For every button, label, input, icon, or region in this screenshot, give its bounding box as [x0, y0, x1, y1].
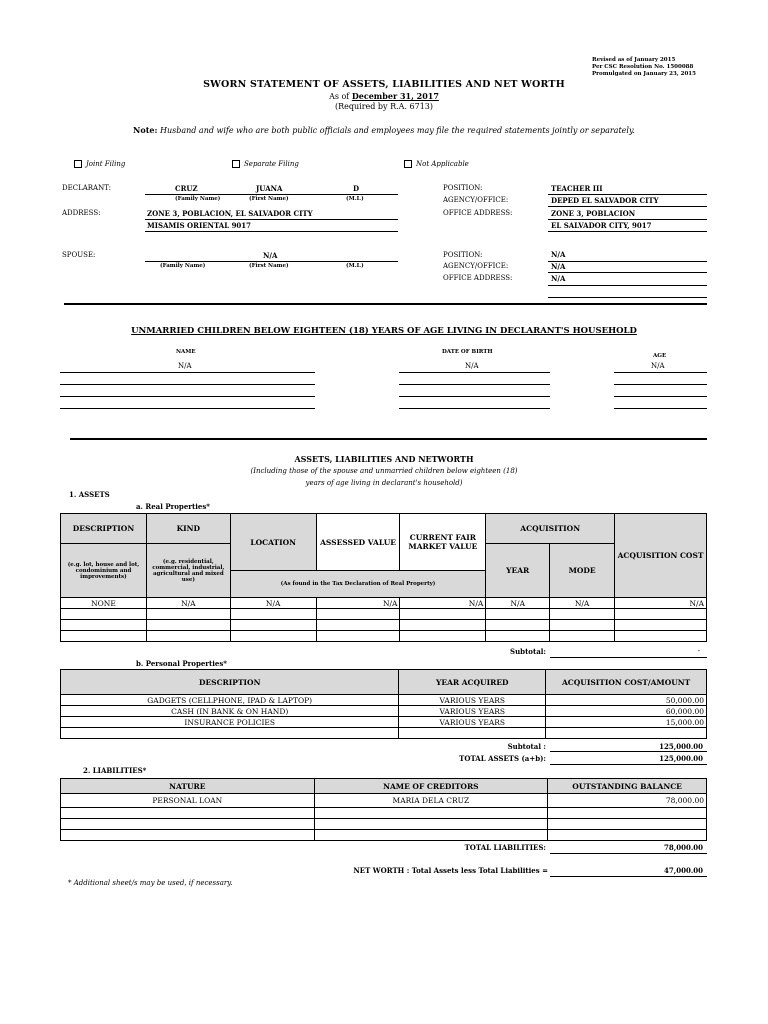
revision-line-3: Promulgated on January 23, 2015 — [592, 71, 696, 77]
header-year: YEAR — [486, 544, 550, 598]
header-mode: MODE — [550, 544, 615, 598]
spouse-office-rule-1 — [548, 285, 707, 286]
revision-line-1: Revised as of January 2015 — [592, 57, 676, 63]
real-cell-location: N/A — [230, 598, 316, 609]
total-assets-rule — [550, 764, 707, 765]
header-location: LOCATION — [230, 514, 316, 571]
child-age: N/A — [651, 362, 665, 370]
liabilities-table — [60, 778, 707, 841]
address-line-2-rule — [145, 231, 398, 232]
header-assessed-value: ASSESSED VALUE — [316, 514, 400, 571]
child-row-line — [614, 408, 707, 409]
assets-label: 1. ASSETS — [69, 490, 110, 499]
liability-cell-nature: PERSONAL LOAN — [61, 794, 315, 808]
real-cell-kind: N/A — [146, 598, 230, 609]
declarant-name-line — [145, 194, 398, 195]
total-liabilities-rule — [550, 853, 707, 854]
address-line-1-rule — [145, 219, 398, 220]
address-line-2: MISAMIS ORIENTAL 9017 — [147, 221, 252, 230]
children-age-header: AGE — [653, 353, 667, 359]
personal-properties-table — [60, 669, 707, 739]
office-address-rule-1 — [548, 219, 707, 220]
office-address-rule-2 — [548, 231, 707, 232]
spouse-office-rule-2 — [548, 297, 707, 298]
position-value: TEACHER III — [551, 184, 603, 193]
total-liabilities-value: 78,000.00 — [664, 843, 703, 852]
child-row-line — [60, 384, 315, 385]
declarant-first-name: JUANA — [256, 184, 283, 193]
real-cell-description: NONE — [61, 598, 147, 609]
agency-rule — [548, 206, 707, 207]
net-worth-rule — [550, 876, 707, 877]
checkbox-icon[interactable] — [232, 160, 240, 168]
agency-value: DEPED EL SALVADOR CITY — [551, 196, 659, 205]
spouse-office-address-label: OFFICE ADDRESS: — [443, 274, 513, 282]
child-row-line — [614, 384, 707, 385]
personal-subtotal-value: 125,000.00 — [659, 742, 703, 751]
real-subtotal-rule — [550, 657, 707, 658]
personal-cell-year: VARIOUS YEARS — [399, 695, 546, 706]
position-label: POSITION: — [443, 184, 483, 192]
real-cell-fair: N/A — [400, 598, 486, 609]
real-cell-assessed: N/A — [316, 598, 400, 609]
required-by: (Required by R.A. 6713) — [334, 102, 434, 111]
personal-subtotal-label: Subtotal : — [507, 742, 546, 751]
spouse-agency-label: AGENCY/OFFICE: — [443, 262, 509, 270]
table-row — [61, 717, 707, 728]
table-row — [61, 808, 707, 819]
real-properties-label: a. Real Properties* — [136, 502, 210, 511]
spouse-position-rule — [548, 261, 707, 262]
note-text: Husband and wife who are both public officials and employees may file the required statements jointly or separately. — [159, 126, 635, 135]
spouse-position: N/A — [551, 250, 566, 259]
personal-cell-amount: 50,000.00 — [546, 695, 707, 706]
declarant-mi: D — [353, 184, 360, 193]
checkbox-icon[interactable] — [404, 160, 412, 168]
child-dob: N/A — [465, 362, 479, 370]
office-address-line-1: ZONE 3, POBLACION — [551, 209, 636, 218]
child-row-line — [399, 396, 550, 397]
spouse-family-caption: (Family Name) — [160, 263, 206, 269]
declarant-family-caption: (Family Name) — [175, 196, 221, 202]
table-row — [61, 695, 707, 706]
header-acquisition-cost: ACQUISITION COST — [615, 514, 707, 598]
child-row-line — [399, 408, 550, 409]
personal-cell-amount: 60,000.00 — [546, 706, 707, 717]
child-name: N/A — [178, 362, 192, 370]
liabilities-label: 2. LIABILITIES* — [83, 766, 147, 775]
liability-cell-creditor: MARIA DELA CRUZ — [314, 794, 548, 808]
spouse-mi-caption: (M.I.) — [346, 263, 364, 269]
real-properties-table — [60, 513, 707, 642]
note — [0, 125, 768, 135]
personal-cell-year: VARIOUS YEARS — [399, 706, 546, 717]
kind-note: (e.g. residential, commercial, industrial, agricultural and mixed use) — [146, 544, 230, 598]
personal-subtotal-rule — [550, 751, 707, 752]
option-joint-filing[interactable]: Joint Filing — [74, 160, 125, 168]
office-address-line-2: EL SALVADOR CITY, 9017 — [551, 221, 652, 230]
option-separate-filing[interactable]: Separate Filing — [232, 160, 299, 168]
total-liabilities-label: TOTAL LIABILITIES: — [464, 843, 546, 852]
section-divider-2 — [70, 438, 707, 440]
table-row — [61, 819, 707, 830]
as-of-date: December 31, 2017 — [351, 91, 439, 101]
spouse-name: N/A — [263, 251, 278, 260]
header-kind: KIND — [146, 514, 230, 544]
table-row — [61, 706, 707, 717]
child-row-line — [399, 372, 550, 373]
personal-cell-description: INSURANCE POLICIES — [61, 717, 399, 728]
real-cell-cost: N/A — [615, 598, 707, 609]
header-description: DESCRIPTION — [61, 514, 147, 544]
real-subtotal-label: Subtotal: — [510, 647, 546, 656]
tax-declaration-note: (As found in the Tax Declaration of Real Property) — [230, 571, 486, 598]
form-title: SWORN STATEMENT OF ASSETS, LIABILITIES AND NET WORTH — [203, 79, 565, 90]
alnw-title: ASSETS, LIABILITIES AND NETWORTH — [294, 454, 474, 464]
header-cost-amount: ACQUISITION COST/AMOUNT — [546, 670, 707, 695]
spouse-agency: N/A — [551, 262, 566, 271]
spouse-name-rule — [145, 261, 398, 262]
section-divider-1 — [64, 303, 707, 305]
spouse-office-address: N/A — [551, 274, 566, 283]
personal-cell-description: CASH (IN BANK & ON HAND) — [61, 706, 399, 717]
spouse-agency-rule — [548, 272, 707, 273]
alnw-subtitle-1: (Including those of the spouse and unmarried children below eighteen (18) — [250, 467, 518, 475]
option-not-applicable[interactable]: Not Applicable — [404, 160, 469, 168]
table-row — [61, 728, 707, 739]
declarant-family-name: CRUZ — [175, 184, 198, 193]
declarant-first-caption: (First Name) — [249, 196, 289, 202]
header-nature: NATURE — [61, 779, 315, 794]
child-row-line — [60, 408, 315, 409]
total-assets-value: 125,000.00 — [659, 754, 703, 763]
child-row-line — [60, 372, 315, 373]
spouse-position-label: POSITION: — [443, 251, 483, 259]
real-cell-mode: N/A — [550, 598, 615, 609]
child-row-line — [614, 396, 707, 397]
header-fair-market-value: CURRENT FAIR MARKET VALUE — [400, 514, 486, 571]
table-row — [61, 609, 707, 620]
children-name-header: NAME — [176, 349, 196, 355]
position-rule — [548, 194, 707, 195]
net-worth-label: NET WORTH : Total Assets less Total Liabilities = — [353, 866, 548, 875]
child-row-line — [399, 384, 550, 385]
personal-cell-description: GADGETS (CELLPHONE, IPAD & LAPTOP) — [61, 695, 399, 706]
table-row — [61, 598, 707, 609]
table-row — [61, 620, 707, 631]
note-label: Note: — [133, 125, 158, 135]
address-label: ADDRESS: — [62, 209, 101, 217]
address-line-1: ZONE 3, POBLACION, EL SALVADOR CITY — [147, 209, 313, 218]
table-row — [61, 631, 707, 642]
alnw-subtitle-2: years of age living in declarant's household) — [305, 479, 463, 487]
header-acquisition: ACQUISITION — [486, 514, 615, 544]
children-dob-header: DATE OF BIRTH — [442, 349, 493, 355]
declarant-mi-caption: (M.I.) — [346, 196, 364, 202]
child-row-line — [60, 396, 315, 397]
as-of — [0, 91, 768, 101]
personal-properties-label: b. Personal Properties* — [136, 659, 227, 668]
child-row-line — [614, 372, 707, 373]
checkbox-icon[interactable] — [74, 160, 82, 168]
liability-cell-balance: 78,000.00 — [548, 794, 707, 808]
header-year-acquired: YEAR ACQUIRED — [399, 670, 546, 695]
table-row — [61, 794, 707, 808]
header-outstanding-balance: OUTSTANDING BALANCE — [548, 779, 707, 794]
table-row — [61, 830, 707, 841]
real-subtotal-value: - — [697, 647, 700, 655]
net-worth-value: 47,000.00 — [664, 866, 703, 875]
header-personal-description: DESCRIPTION — [61, 670, 399, 695]
office-address-label: OFFICE ADDRESS: — [443, 209, 513, 217]
as-of-label: As of — [329, 92, 350, 101]
real-cell-year: N/A — [486, 598, 550, 609]
revision-line-2: Per CSC Resolution No. 1500088 — [592, 64, 694, 70]
description-note: (e.g. lot, house and lot, condominium and improvements) — [61, 544, 147, 598]
declarant-label: DECLARANT: — [62, 184, 112, 192]
children-title: UNMARRIED CHILDREN BELOW EIGHTEEN (18) YEARS OF AGE LIVING IN DECLARANT'S HOUSEHOLD — [131, 326, 637, 336]
header-creditors: NAME OF CREDITORS — [314, 779, 548, 794]
total-assets-label: TOTAL ASSETS (a+b): — [459, 754, 546, 763]
personal-cell-year: VARIOUS YEARS — [399, 717, 546, 728]
spouse-label: SPOUSE: — [62, 251, 96, 259]
spouse-first-caption: (First Name) — [249, 263, 289, 269]
personal-cell-amount: 15,000.00 — [546, 717, 707, 728]
agency-label: AGENCY/OFFICE: — [443, 196, 509, 204]
footnote: * Additional sheet/s may be used, if necessary. — [68, 879, 233, 887]
